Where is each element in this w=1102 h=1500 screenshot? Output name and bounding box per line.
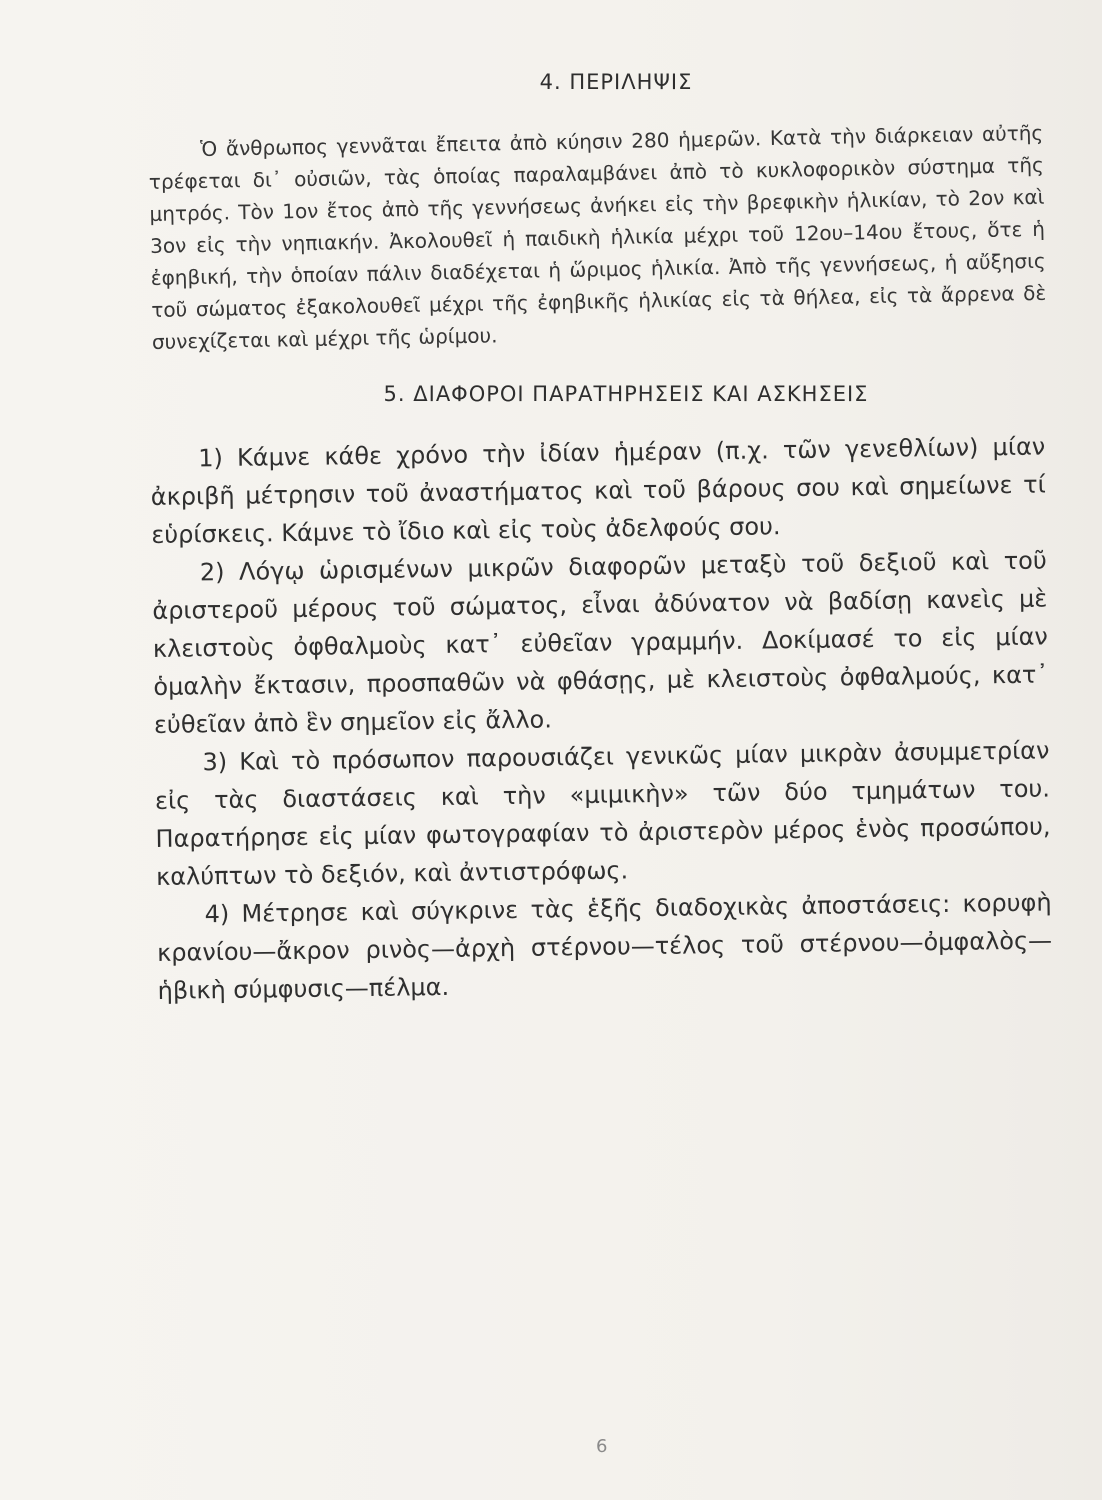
section-5-title: 5. ΔΙΑΦΟΡΟΙ ΠΑΡΑΤΗΡΗΣΕΙΣ ΚΑΙ ΑΣΚΗΣΕΙΣ xyxy=(383,382,869,406)
exercise-item: 3) Καὶ τὸ πρόσωπον παρουσιάζει γενικῶς μίαν μικρὰν ἀσυμμετρίαν εἰς τὰς διαστάσεις καὶ τὴν «μιμικὴν» τῶν δύο τμημάτων του. Παρατήρησε εἰς μίαν φωτογραφίαν τὸ ἀριστερὸν μέρος ἑνὸς προσώπου, καλύπτων τὸ δεξιόν, καὶ ἀντιστρόφως. xyxy=(154,736,1051,891)
page-number: 6 xyxy=(596,1436,608,1457)
section-4-title: 4. ΠΕΡΙΛΗΨΙΣ xyxy=(539,70,693,94)
section-5-exercises xyxy=(150,428,1053,1010)
exercise-item: 4) Μέτρησε καὶ σύγκρινε τὰς ἑξῆς διαδοχικὰς ἀποστάσεις: κορυφὴ κρανίου—ἄκρον ρινὸς—ἀρχὴ στέρνου—τέλος τοῦ στέρνου—ὀμφαλὸς—ἡβικὴ σύμφυσις—πέλμα. xyxy=(156,888,1053,1005)
section-4-summary xyxy=(148,117,1047,358)
exercise-item: 1) Κάμνε κάθε χρόνο τὴν ἰδίαν ἡμέραν (π.χ. τῶν γενεθλίων) μίαν ἀκριβῆ μέτρησιν τοῦ ἀναστήματος καὶ τοῦ βάρους σου καὶ σημείωνε τί εὑρίσκεις. Κάμνε τὸ ἴδιο καὶ εἰς τοὺς ἀδελφούς σου. xyxy=(150,432,1046,549)
summary-paragraph: Ὁ ἄνθρωπος γεννᾶται ἔπειτα ἀπὸ κύησιν 280 ἡμερῶν. Κατὰ τὴν διάρκειαν αὐτῆς τρέφεται δι᾽ οὐσιῶν, τὰς ὁποίας παραλαμβάνει ἀπὸ τὸ κυκλοφορικὸν σύστημα τῆς μητρός. Τὸν 1ον ἔτος ἀπὸ τῆς γεννήσεως ἀνήκει εἰς τὴν βρεφικὴν ἡλικίαν, τὸ 2ον καὶ 3ον εἰς τὴν νηπιακήν. Ἀκολουθεῖ ἡ παιδικὴ ἡλικία μέχρι τοῦ 12ου–14ου ἔτους, ὅτε ἡ ἐφηβική, τὴν ὁποίαν πάλιν διαδέχεται ἡ ὥριμος ἡλικία. Ἀπὸ τῆς γεννήσεως, ἡ αὔξησις τοῦ σώματος ἐξακολουθεῖ μέχρι τῆς ἐφηβικῆς ἡλικίας εἰς τὰ θήλεα, εἰς τὰ ἄρρενα δὲ συνεχίζεται καὶ μέχρι τῆς ὡρίμου. xyxy=(148,120,1047,354)
exercise-item: 2) Λόγῳ ὡρισμένων μικρῶν διαφορῶν μεταξὺ τοῦ δεξιοῦ καὶ τοῦ ἀριστεροῦ μέρους τοῦ σώματος, εἶναι ἀδύνατον νὰ βαδίσῃ κανεὶς μὲ κλειστοὺς ὀφθαλμοὺς κατ᾽ εὐθεῖαν γραμμήν. Δοκίμασέ το εἰς μίαν ὁμαλὴν ἔκτασιν, προσπαθῶν νὰ φθάσῃς, μὲ κλειστοὺς ὀφθαλμούς, κατ᾽ εὐθεῖαν ἀπὸ ἓν σημεῖον εἰς ἄλλο. xyxy=(152,546,1049,739)
